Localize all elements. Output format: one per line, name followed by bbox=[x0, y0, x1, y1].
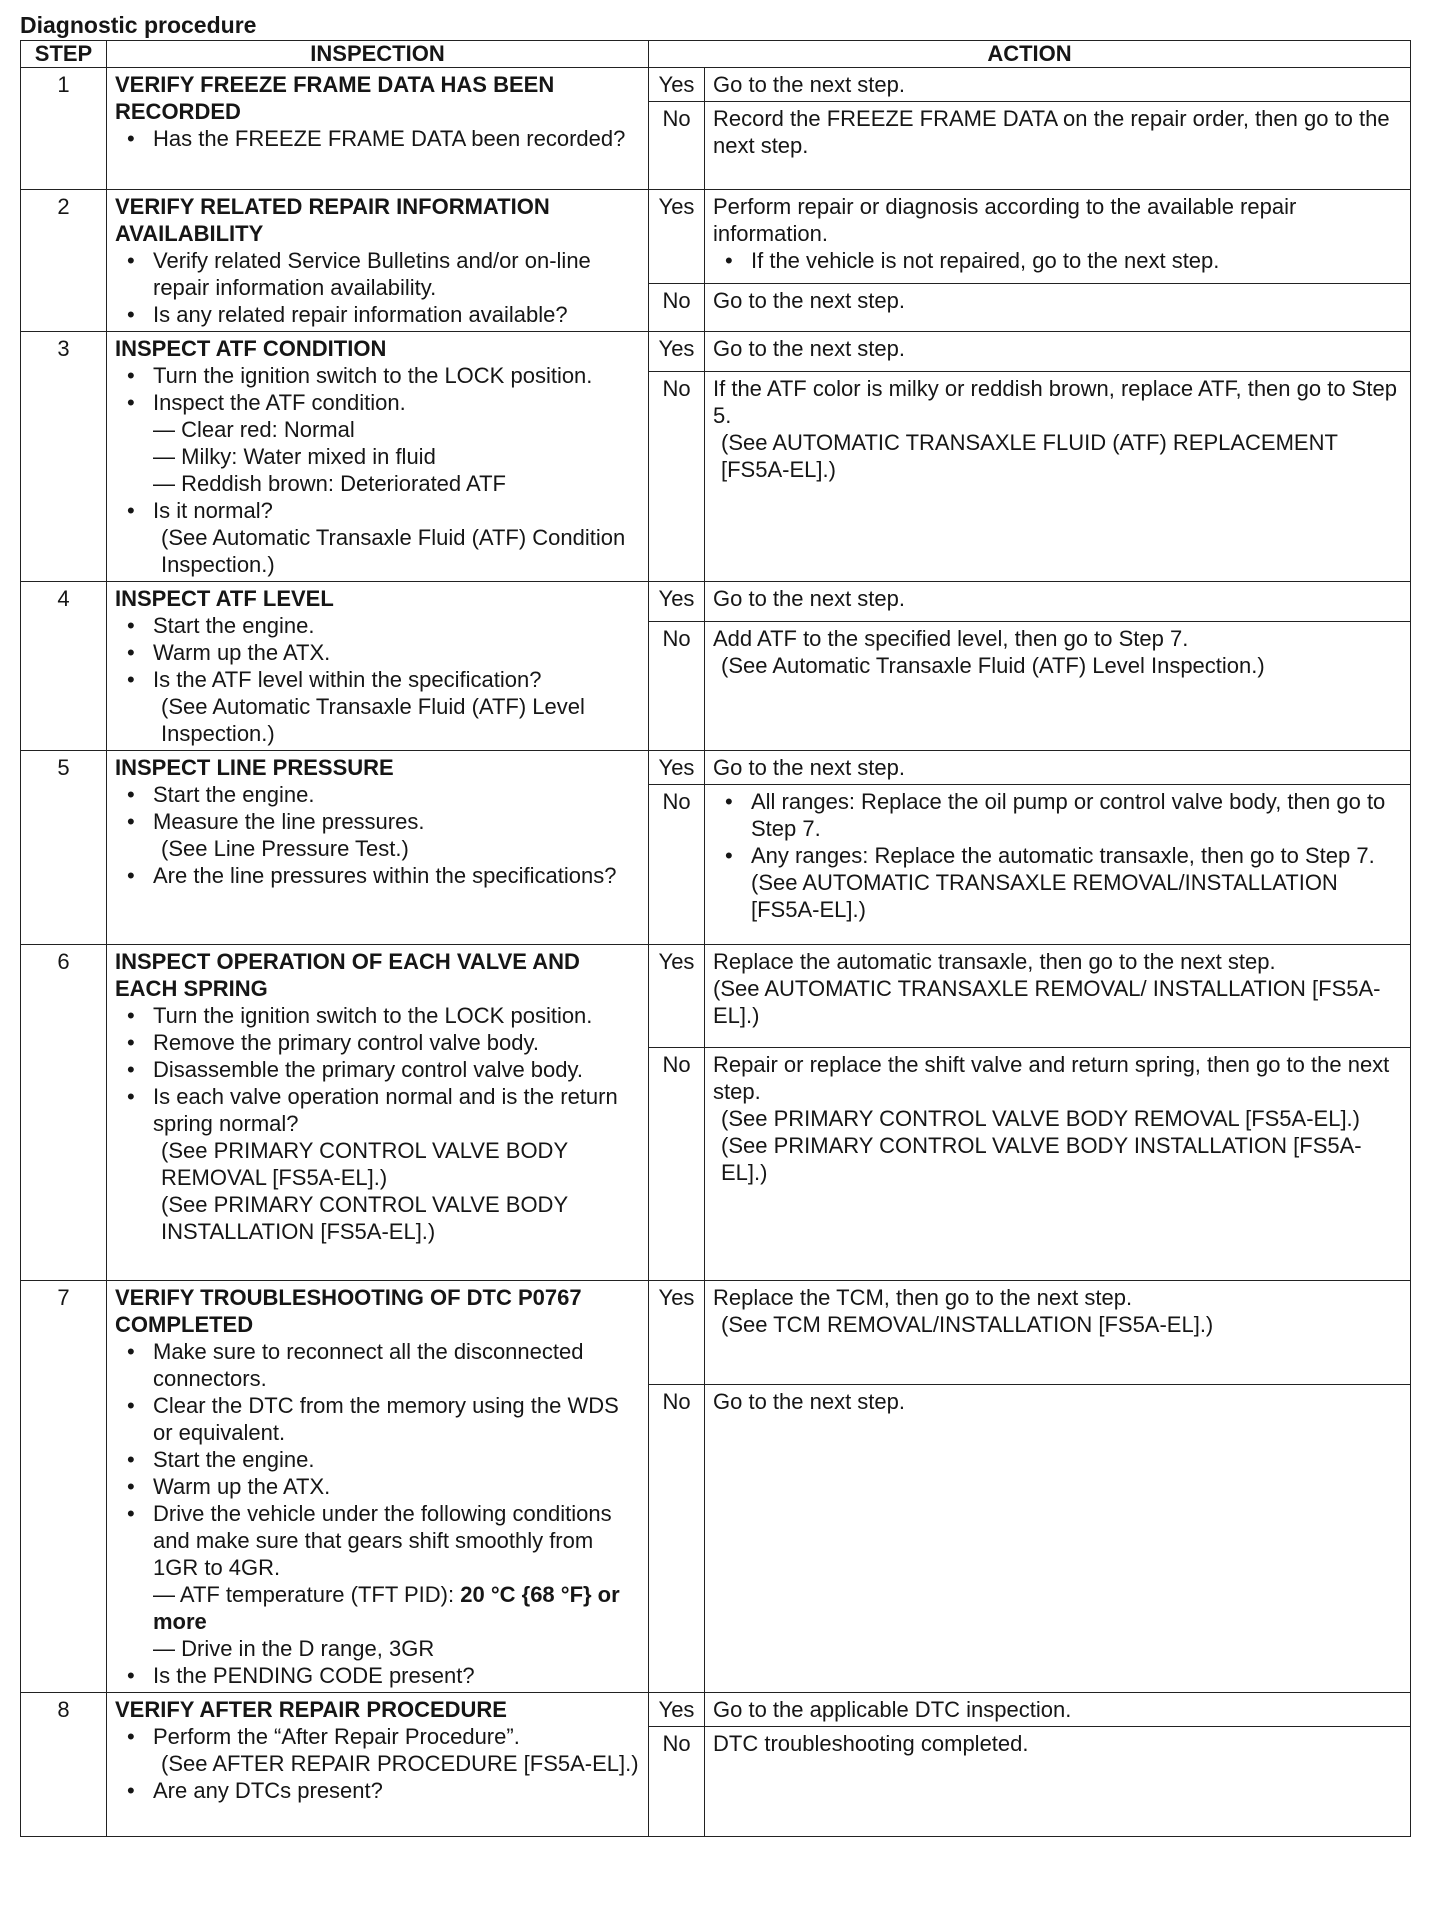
table-row bbox=[21, 582, 1411, 622]
no-label: No bbox=[649, 371, 705, 581]
action-item-text: Any ranges: Replace the automatic transaxle, then go to Step 7. bbox=[751, 843, 1375, 868]
no-action: Go to the next step. bbox=[705, 283, 1411, 331]
action-text: Replace the TCM, then go to the next step. bbox=[713, 1285, 1133, 1310]
step-number: 4 bbox=[21, 582, 107, 751]
inspection-heading: VERIFY FREEZE FRAME DATA HAS BEEN RECORDED bbox=[115, 72, 555, 124]
condition-line: — Reddish brown: Deteriorated ATF bbox=[153, 471, 506, 496]
inspection-item: • Disassemble the primary control valve body. bbox=[115, 1056, 640, 1083]
inspection-item bbox=[115, 1723, 640, 1777]
yes-label: Yes bbox=[649, 1693, 705, 1727]
inspection-item-text: Is it normal? bbox=[153, 498, 273, 523]
inspection-item: • Start the engine. bbox=[115, 781, 640, 808]
reference-text: (See AUTOMATIC TRANSAXLE REMOVAL/ INSTALLATION [FS5A-EL].) bbox=[713, 976, 1381, 1028]
inspection-item: • Start the engine. bbox=[115, 1446, 640, 1473]
condition-line: — Drive in the D range, 3GR bbox=[153, 1636, 435, 1661]
inspection-item-text: Is each valve operation normal and is the return spring normal? bbox=[153, 1084, 618, 1136]
yes-label: Yes bbox=[649, 582, 705, 622]
inspection-heading: VERIFY TROUBLESHOOTING OF DTC P0767 COMPLETED bbox=[115, 1285, 582, 1337]
inspection-item: • Turn the ignition switch to the LOCK position. bbox=[115, 1002, 640, 1029]
yes-action bbox=[705, 1281, 1411, 1385]
inspection-cell bbox=[107, 1693, 649, 1837]
inspection-item: • Are the line pressures within the specifications? bbox=[115, 862, 640, 889]
yes-label: Yes bbox=[649, 68, 705, 102]
condition-label: — ATF temperature (TFT PID): bbox=[153, 1582, 461, 1607]
inspection-heading: INSPECT ATF CONDITION bbox=[115, 336, 387, 361]
inspection-item bbox=[115, 808, 640, 862]
action-text: Add ATF to the specified level, then go to Step 7. bbox=[713, 625, 1189, 651]
reference-text: (See AFTER REPAIR PROCEDURE [FS5A-EL].) bbox=[161, 1751, 639, 1776]
inspection-header: INSPECTION bbox=[107, 41, 649, 68]
inspection-heading: INSPECT LINE PRESSURE bbox=[115, 755, 394, 780]
reference-text: (See Automatic Transaxle Fluid (ATF) Level Inspection.) bbox=[721, 652, 1265, 678]
action-text: Replace the automatic transaxle, then go to the next step. bbox=[713, 949, 1276, 974]
inspection-item: • Warm up the ATX. bbox=[115, 639, 640, 666]
inspection-item bbox=[115, 1083, 640, 1245]
action-item bbox=[713, 842, 1402, 923]
header-row bbox=[21, 41, 1411, 68]
yes-action: Go to the next step. bbox=[705, 582, 1411, 622]
condition-value: 20 °C {68 °F} or more bbox=[153, 1582, 620, 1634]
diagnostic-document bbox=[20, 10, 1410, 1837]
inspection-cell bbox=[107, 751, 649, 945]
inspection-item bbox=[115, 666, 640, 747]
yes-label: Yes bbox=[649, 751, 705, 785]
yes-action: Go to the applicable DTC inspection. bbox=[705, 1693, 1411, 1727]
yes-action bbox=[705, 190, 1411, 284]
no-label: No bbox=[649, 621, 705, 750]
action-header: ACTION bbox=[649, 41, 1411, 68]
yes-action: Go to the next step. bbox=[705, 751, 1411, 785]
inspection-item bbox=[115, 1500, 640, 1662]
no-action bbox=[705, 1048, 1411, 1281]
inspection-item: • Are any DTCs present? bbox=[115, 1777, 640, 1804]
step-number: 2 bbox=[21, 190, 107, 332]
reference-text: (See Automatic Transaxle Fluid (ATF) Level Inspection.) bbox=[161, 694, 585, 746]
yes-label: Yes bbox=[649, 945, 705, 1048]
yes-label: Yes bbox=[649, 1281, 705, 1385]
inspection-item: • Verify related Service Bulletins and/or on-line repair information availability. bbox=[115, 247, 640, 301]
reference-text: (See AUTOMATIC TRANSAXLE FLUID (ATF) REPLACEMENT [FS5A-EL].) bbox=[721, 429, 1338, 482]
no-label: No bbox=[649, 1384, 705, 1692]
table-row bbox=[21, 1281, 1411, 1385]
inspection-item: • Warm up the ATX. bbox=[115, 1473, 640, 1500]
condition-line bbox=[153, 1581, 640, 1635]
page-title: Diagnostic procedure bbox=[20, 12, 257, 38]
inspection-cell bbox=[107, 332, 649, 582]
step-number: 8 bbox=[21, 1693, 107, 1837]
no-label: No bbox=[649, 785, 705, 945]
inspection-item: • Has the FREEZE FRAME DATA been recorded? bbox=[115, 125, 640, 152]
no-label: No bbox=[649, 1048, 705, 1281]
no-label: No bbox=[649, 102, 705, 190]
reference-text: (See PRIMARY CONTROL VALVE BODY INSTALLATION [FS5A-EL].) bbox=[161, 1192, 568, 1244]
inspection-item-text: Inspect the ATF condition. bbox=[153, 390, 406, 415]
inspection-heading: INSPECT OPERATION OF EACH VALVE AND EACH SPRING bbox=[115, 949, 580, 1001]
inspection-heading: VERIFY RELATED REPAIR INFORMATION AVAILABILITY bbox=[115, 194, 550, 246]
inspection-item: • Clear the DTC from the memory using the WDS or equivalent. bbox=[115, 1392, 640, 1446]
step-number: 1 bbox=[21, 68, 107, 190]
no-action bbox=[705, 785, 1411, 945]
inspection-item: • Start the engine. bbox=[115, 612, 640, 639]
table-row bbox=[21, 1693, 1411, 1727]
yes-action bbox=[705, 945, 1411, 1048]
action-text: If the ATF color is milky or reddish brown, replace ATF, then go to Step 5. bbox=[713, 375, 1397, 428]
inspection-cell bbox=[107, 68, 649, 190]
inspection-cell bbox=[107, 1281, 649, 1693]
inspection-heading: VERIFY AFTER REPAIR PROCEDURE bbox=[115, 1697, 507, 1722]
diagnostic-table bbox=[20, 40, 1411, 1837]
reference-text: (See PRIMARY CONTROL VALVE BODY REMOVAL [FS5A-EL].) bbox=[161, 1138, 568, 1190]
no-label: No bbox=[649, 1727, 705, 1837]
action-text: Perform repair or diagnosis according to the available repair information. bbox=[713, 194, 1297, 246]
reference-text: (See PRIMARY CONTROL VALVE BODY INSTALLATION [FS5A-EL].) bbox=[721, 1133, 1362, 1185]
inspection-item-text: Is the ATF level within the specification? bbox=[153, 667, 542, 692]
table-row bbox=[21, 332, 1411, 372]
reference-text: (See Line Pressure Test.) bbox=[161, 836, 409, 861]
inspection-item: • Is any related repair information available? bbox=[115, 301, 640, 328]
inspection-cell bbox=[107, 190, 649, 332]
inspection-heading: INSPECT ATF LEVEL bbox=[115, 586, 334, 611]
no-action: Record the FREEZE FRAME DATA on the repair order, then go to the next step. bbox=[705, 102, 1411, 190]
reference-text: (See PRIMARY CONTROL VALVE BODY REMOVAL [FS5A-EL].) bbox=[721, 1106, 1360, 1131]
condition-line: — Clear red: Normal bbox=[153, 417, 355, 442]
inspection-item bbox=[115, 389, 640, 497]
inspection-item: • Turn the ignition switch to the LOCK position. bbox=[115, 362, 640, 389]
yes-action: Go to the next step. bbox=[705, 68, 1411, 102]
step-number: 3 bbox=[21, 332, 107, 582]
inspection-item: • Make sure to reconnect all the disconnected connectors. bbox=[115, 1338, 640, 1392]
inspection-item-text: Perform the “After Repair Procedure”. bbox=[153, 1724, 520, 1749]
table-row bbox=[21, 945, 1411, 1048]
table-row bbox=[21, 190, 1411, 284]
no-action: Go to the next step. bbox=[705, 1384, 1411, 1692]
no-label: No bbox=[649, 283, 705, 331]
action-item: • If the vehicle is not repaired, go to the next step. bbox=[713, 247, 1402, 274]
step-number: 5 bbox=[21, 751, 107, 945]
reference-text: (See TCM REMOVAL/INSTALLATION [FS5A-EL].) bbox=[721, 1312, 1214, 1337]
table-row bbox=[21, 68, 1411, 102]
inspection-item-text: Measure the line pressures. bbox=[153, 809, 425, 834]
step-number: 7 bbox=[21, 1281, 107, 1693]
table-row bbox=[21, 751, 1411, 785]
inspection-item bbox=[115, 497, 640, 578]
inspection-item-text: Drive the vehicle under the following conditions and make sure that gears shift smoothly from 1GR to 4GR. bbox=[153, 1501, 612, 1580]
inspection-item: • Remove the primary control valve body. bbox=[115, 1029, 640, 1056]
reference-text: (See Automatic Transaxle Fluid (ATF) Condition Inspection.) bbox=[161, 525, 626, 577]
step-number: 6 bbox=[21, 945, 107, 1281]
no-action bbox=[705, 371, 1411, 581]
inspection-cell bbox=[107, 945, 649, 1281]
inspection-cell bbox=[107, 582, 649, 751]
step-header: STEP bbox=[21, 41, 107, 68]
no-action bbox=[705, 621, 1411, 750]
no-action: DTC troubleshooting completed. bbox=[705, 1727, 1411, 1837]
condition-line: — Milky: Water mixed in fluid bbox=[153, 444, 436, 469]
yes-label: Yes bbox=[649, 190, 705, 284]
action-text: Repair or replace the shift valve and return spring, then go to the next step. bbox=[713, 1052, 1390, 1104]
yes-action: Go to the next step. bbox=[705, 332, 1411, 372]
action-item: • All ranges: Replace the oil pump or control valve body, then go to Step 7. bbox=[713, 788, 1402, 842]
yes-label: Yes bbox=[649, 332, 705, 372]
inspection-item: • Is the PENDING CODE present? bbox=[115, 1662, 640, 1689]
reference-text: (See AUTOMATIC TRANSAXLE REMOVAL/INSTALLATION [FS5A-EL].) bbox=[751, 870, 1338, 922]
